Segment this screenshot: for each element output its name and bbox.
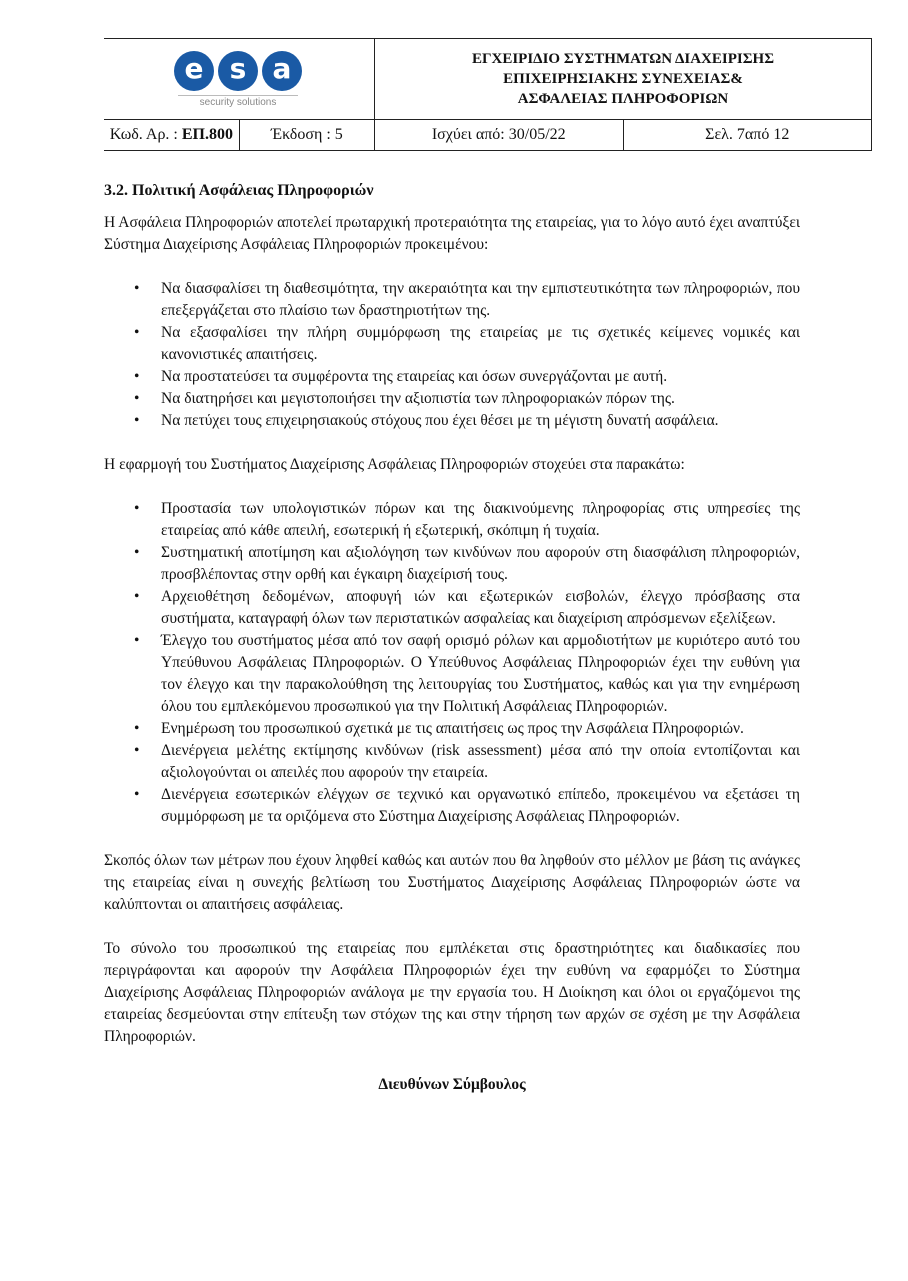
list-item: • Να πετύχει τους επιχειρησιακούς στόχους που έχει θέσει με τη μέγιστη δυνατή ασφάλεια. [104,410,800,432]
list-item: • Προστασία των υπολογιστικών πόρων και της διακινούμενης πληροφορίας στις υπηρεσίες της εταιρείας από κάθε απειλή, εσωτερική ή εξωτερική, σκόπιμη ή τυχαία. [134,500,800,539]
bullet-icon: • [134,786,140,803]
esa-logo [174,51,302,113]
bullet-icon: • [134,742,140,759]
logo-letter-a: a [262,51,302,91]
bullet-icon: • [134,632,140,649]
bullet-icon: • [134,280,140,297]
code-label: Κωδ. Αρ. : [109,126,182,143]
list-item: • Ενημέρωση του προσωπικού σχετικά με τις απαιτήσεις ως προς την Ασφάλεια Πληροφοριών. [104,718,800,740]
targets-list [104,498,800,828]
list-item: • Να εξασφαλίσει την πλήρη συμμόρφωση της εταιρείας με τις σχετικές κείμενες νομικές και κανονιστικές απαιτήσεις. [134,324,800,363]
bullet-icon: • [134,544,140,561]
list-item: • Διενέργεια εσωτερικών ελέγχων σε τεχνικό και οργανωτικό επίπεδο, προκειμένου να εξετάσει τη συμμόρφωση με τα οριζόμενα στο Σύστημα Διαχείρισης Ασφάλειας Πληροφοριών. [134,786,800,825]
list-item: • Αρχειοθέτηση δεδομένων, αποφυγή ιών και εξωτερικών εισβολών, έλεγχο πρόσβασης στα συστήματα, καταγραφή όλων των περιστατικών ασφαλείας και διαχείριση απρόσμενων εξελίξεων. [134,588,800,627]
bullet-icon: • [134,500,140,517]
bullet-icon: • [134,720,140,737]
code-value: ΕΠ.800 [181,126,233,143]
intro-paragraph: Η Ασφάλεια Πληροφοριών αποτελεί πρωταρχική προτεραιότητα της εταιρείας, για το λόγο αυτό έχει αναπτύξει Σύστημα Διαχείρισης Ασφάλειας Πληροφοριών προκειμένου: [104,214,800,253]
application-intro: Η εφαρμογή του Συστήματος Διαχείρισης Ασφάλειας Πληροφοριών στοχεύει στα παρακάτω: [104,456,685,473]
section-title: 3.2. Πολιτική Ασφάλειας Πληροφοριών [104,182,374,199]
list-item: • Να διασφαλίσει τη διαθεσιμότητα, την ακεραιότητα και την εμπιστευτικότητα των πληροφοριών, που επεξεργάζεται στο πλαίσιο των δραστηριοτήτων της. [134,280,800,319]
document-code [104,120,239,151]
bullet-icon: • [134,588,140,605]
bullet-icon: • [134,324,140,341]
bullet-icon: • [134,368,140,385]
goal-paragraph: Σκοπός όλων των μέτρων που έχουν ληφθεί καθώς και αυτών που θα ληφθούν στο μέλλον με βάση τις ανάγκες της εταιρείας είναι η συνεχής βελτίωση του Συστήματος Διαχείρισης Ασφάλειας Πληροφοριών ώστε να καλύπτονται οι απαιτήσεις ασφάλειας. [104,852,800,913]
logo-cell [104,39,375,120]
logo-letter-e: e [174,51,214,91]
title-line-3: ΑΣΦΑΛΕΙΑΣ ΠΛΗΡΟΦΟΡΙΩΝ [517,91,729,107]
logo-divider [178,95,298,96]
list-item: • Διενέργεια μελέτης εκτίμησης κινδύνων (risk assessment) μέσα από την οποία εντοπίζονται και αξιολογούνται οι απειλές που αφορούν την εταιρεία. [134,742,800,781]
logo-tagline: security solutions [199,97,277,108]
goals-list [104,278,800,432]
list-item: • Έλεγχο του συστήματος μέσα από τον σαφή ορισμό ρόλων και αρμοδιοτήτων με κυριότερο αυτό του Υπεύθυνου Ασφάλειας Πληροφοριών. Ο Υπεύθυνος Ασφάλειας Πληροφοριών έχει την ευθύνη για τον έλεγχο και την παρακολούθηση της λειτουργίας του Συστήματος, καθώς και για την ενημέρωση όλου του εμπλεκόμενου προσωπικού για την Πολιτική Ασφάλειας Πληροφοριών. [134,632,800,715]
signature: Διευθύνων Σύμβουλος [378,1076,526,1093]
list-item: • Συστηματική αποτίμηση και αξιολόγηση των κινδύνων που αφορούν στη διασφάλιση πληροφοριών, προσβλέποντας στην ορθή και έγκαιρη διαχείρισή τους. [134,544,800,583]
document-header [104,38,872,151]
document-version: Έκδοση : 5 [239,120,374,151]
list-item: • Να διατηρήσει και μεγιστοποιήσει την αξιοπιστία των πληροφοριακών πόρων της. [104,388,800,410]
page-number: Σελ. 7από 12 [623,120,872,151]
valid-from: Ισχύει από: 30/05/22 [375,120,624,151]
bullet-icon: • [134,390,140,407]
page-content [104,180,800,1096]
title-line-2: ΕΠΙΧΕΙΡΗΣΙΑΚΗΣ ΣΥΝΕΧΕΙΑΣ& [503,71,743,87]
manual-title [375,39,872,120]
list-item: • Να προστατεύσει τα συμφέροντα της εταιρείας και όσων συνεργάζονται με αυτή. [104,366,800,388]
logo-letter-s: s [218,51,258,91]
bullet-icon: • [134,412,140,429]
title-line-1: ΕΓΧΕΙΡΙΔΙΟ ΣΥΣΤΗΜΑΤΩΝ ΔΙΑΧΕΙΡΙΣΗΣ [471,51,775,67]
staff-paragraph: Το σύνολο του προσωπικού της εταιρείας που εμπλέκεται στις δραστηριότητες και διαδικασίες που περιγράφονται και αφορούν την Ασφάλεια Πληροφοριών έχει την ευθύνη να εφαρμόζει το Σύστημα Διαχείρισης Ασφάλειας Πληροφοριών ανάλογα με την εργασία του. Η Διοίκηση και όλοι οι εργαζόμενοι της εταιρείας δεσμεύονται στην επίτευξη των στόχων της και στην τήρηση των αρχών σε σχέση με την Ασφάλεια Πληροφοριών. [104,940,800,1045]
